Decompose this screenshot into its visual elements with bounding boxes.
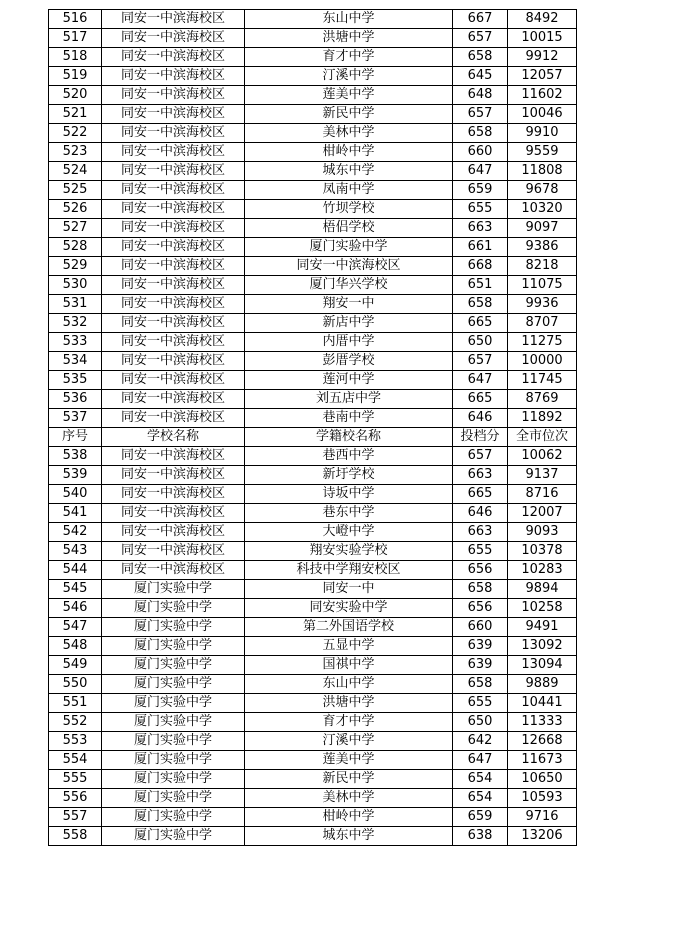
row-number-cell: 547 bbox=[49, 618, 102, 637]
score-cell: 657 bbox=[453, 29, 508, 48]
row-number-cell: 529 bbox=[49, 257, 102, 276]
school-name-cell: 同安一中滨海校区 bbox=[102, 10, 245, 29]
school-name-cell: 厦门实验中学 bbox=[102, 713, 245, 732]
row-number-cell: 530 bbox=[49, 276, 102, 295]
row-number-cell: 540 bbox=[49, 485, 102, 504]
table-row bbox=[49, 371, 577, 390]
score-cell: 665 bbox=[453, 314, 508, 333]
city-rank-cell: 9889 bbox=[508, 675, 577, 694]
table-row bbox=[49, 257, 577, 276]
table-body bbox=[49, 10, 577, 846]
score-cell: 647 bbox=[453, 751, 508, 770]
table-row bbox=[49, 808, 577, 827]
student-school-cell: 汀溪中学 bbox=[245, 67, 453, 86]
row-number-cell: 537 bbox=[49, 409, 102, 428]
table-row bbox=[49, 694, 577, 713]
school-name-cell: 同安一中滨海校区 bbox=[102, 48, 245, 67]
score-cell: 655 bbox=[453, 542, 508, 561]
score-cell: 638 bbox=[453, 827, 508, 846]
student-school-cell: 大嶝中学 bbox=[245, 523, 453, 542]
student-school-cell: 新圩学校 bbox=[245, 466, 453, 485]
student-school-cell: 城东中学 bbox=[245, 827, 453, 846]
school-name-cell: 同安一中滨海校区 bbox=[102, 371, 245, 390]
city-rank-cell: 9097 bbox=[508, 219, 577, 238]
table-row bbox=[49, 238, 577, 257]
city-rank-cell: 10015 bbox=[508, 29, 577, 48]
row-number-cell: 545 bbox=[49, 580, 102, 599]
student-school-cell: 美林中学 bbox=[245, 124, 453, 143]
table-row bbox=[49, 219, 577, 238]
row-number-cell: 555 bbox=[49, 770, 102, 789]
student-school-cell: 诗坂中学 bbox=[245, 485, 453, 504]
score-cell: 650 bbox=[453, 713, 508, 732]
student-school-cell: 育才中学 bbox=[245, 713, 453, 732]
table-row bbox=[49, 789, 577, 808]
school-name-cell: 同安一中滨海校区 bbox=[102, 542, 245, 561]
table-row bbox=[49, 124, 577, 143]
student-school-cell: 国祺中学 bbox=[245, 656, 453, 675]
city-rank-cell: 8218 bbox=[508, 257, 577, 276]
score-cell: 659 bbox=[453, 808, 508, 827]
city-rank-cell: 13092 bbox=[508, 637, 577, 656]
student-school-cell: 翔安一中 bbox=[245, 295, 453, 314]
city-rank-cell: 9093 bbox=[508, 523, 577, 542]
column-header-cell: 学校名称 bbox=[102, 428, 245, 447]
score-cell: 668 bbox=[453, 257, 508, 276]
school-name-cell: 同安一中滨海校区 bbox=[102, 466, 245, 485]
row-number-cell: 549 bbox=[49, 656, 102, 675]
table-row bbox=[49, 504, 577, 523]
student-school-cell: 巷东中学 bbox=[245, 504, 453, 523]
city-rank-cell: 11892 bbox=[508, 409, 577, 428]
score-cell: 660 bbox=[453, 618, 508, 637]
student-school-cell: 厦门华兴学校 bbox=[245, 276, 453, 295]
score-cell: 663 bbox=[453, 466, 508, 485]
student-school-cell: 美林中学 bbox=[245, 789, 453, 808]
city-rank-cell: 10320 bbox=[508, 200, 577, 219]
student-school-cell: 科技中学翔安校区 bbox=[245, 561, 453, 580]
score-cell: 660 bbox=[453, 143, 508, 162]
city-rank-cell: 10000 bbox=[508, 352, 577, 371]
row-number-cell: 518 bbox=[49, 48, 102, 67]
column-header-cell: 序号 bbox=[49, 428, 102, 447]
city-rank-cell: 9137 bbox=[508, 466, 577, 485]
school-name-cell: 同安一中滨海校区 bbox=[102, 67, 245, 86]
city-rank-cell: 9678 bbox=[508, 181, 577, 200]
row-number-cell: 533 bbox=[49, 333, 102, 352]
score-cell: 645 bbox=[453, 67, 508, 86]
score-cell: 655 bbox=[453, 200, 508, 219]
row-number-cell: 553 bbox=[49, 732, 102, 751]
score-cell: 657 bbox=[453, 447, 508, 466]
row-number-cell: 557 bbox=[49, 808, 102, 827]
table-row bbox=[49, 105, 577, 124]
city-rank-cell: 9491 bbox=[508, 618, 577, 637]
table-row bbox=[49, 675, 577, 694]
row-number-cell: 543 bbox=[49, 542, 102, 561]
table-row bbox=[49, 276, 577, 295]
school-name-cell: 同安一中滨海校区 bbox=[102, 447, 245, 466]
score-cell: 656 bbox=[453, 561, 508, 580]
table-row bbox=[49, 409, 577, 428]
school-name-cell: 同安一中滨海校区 bbox=[102, 86, 245, 105]
city-rank-cell: 8492 bbox=[508, 10, 577, 29]
row-number-cell: 528 bbox=[49, 238, 102, 257]
student-school-cell: 同安实验中学 bbox=[245, 599, 453, 618]
table-row bbox=[49, 447, 577, 466]
row-number-cell: 534 bbox=[49, 352, 102, 371]
row-number-cell: 535 bbox=[49, 371, 102, 390]
student-school-cell: 莲河中学 bbox=[245, 371, 453, 390]
school-name-cell: 厦门实验中学 bbox=[102, 751, 245, 770]
city-rank-cell: 8716 bbox=[508, 485, 577, 504]
school-name-cell: 同安一中滨海校区 bbox=[102, 257, 245, 276]
row-number-cell: 519 bbox=[49, 67, 102, 86]
city-rank-cell: 10378 bbox=[508, 542, 577, 561]
table-row bbox=[49, 827, 577, 846]
city-rank-cell: 10650 bbox=[508, 770, 577, 789]
school-name-cell: 厦门实验中学 bbox=[102, 656, 245, 675]
table-row bbox=[49, 599, 577, 618]
table-row bbox=[49, 314, 577, 333]
table-row bbox=[49, 561, 577, 580]
city-rank-cell: 9912 bbox=[508, 48, 577, 67]
city-rank-cell: 10258 bbox=[508, 599, 577, 618]
table-row bbox=[49, 466, 577, 485]
city-rank-cell: 10062 bbox=[508, 447, 577, 466]
city-rank-cell: 12007 bbox=[508, 504, 577, 523]
school-name-cell: 同安一中滨海校区 bbox=[102, 352, 245, 371]
table-row bbox=[49, 10, 577, 29]
city-rank-cell: 10441 bbox=[508, 694, 577, 713]
row-number-cell: 523 bbox=[49, 143, 102, 162]
school-name-cell: 厦门实验中学 bbox=[102, 770, 245, 789]
table-row bbox=[49, 333, 577, 352]
table-row bbox=[49, 637, 577, 656]
student-school-cell: 莲美中学 bbox=[245, 751, 453, 770]
student-school-cell: 柑岭中学 bbox=[245, 143, 453, 162]
table-row bbox=[49, 181, 577, 200]
row-number-cell: 548 bbox=[49, 637, 102, 656]
student-school-cell: 第二外国语学校 bbox=[245, 618, 453, 637]
city-rank-cell: 8707 bbox=[508, 314, 577, 333]
row-number-cell: 527 bbox=[49, 219, 102, 238]
row-number-cell: 541 bbox=[49, 504, 102, 523]
student-school-cell: 刘五店中学 bbox=[245, 390, 453, 409]
table-row bbox=[49, 143, 577, 162]
score-cell: 665 bbox=[453, 390, 508, 409]
student-school-cell: 柑岭中学 bbox=[245, 808, 453, 827]
school-name-cell: 同安一中滨海校区 bbox=[102, 333, 245, 352]
school-name-cell: 同安一中滨海校区 bbox=[102, 200, 245, 219]
score-cell: 646 bbox=[453, 504, 508, 523]
row-number-cell: 552 bbox=[49, 713, 102, 732]
score-cell: 651 bbox=[453, 276, 508, 295]
city-rank-cell: 9716 bbox=[508, 808, 577, 827]
city-rank-cell: 10593 bbox=[508, 789, 577, 808]
student-school-cell: 厦门实验中学 bbox=[245, 238, 453, 257]
table-row bbox=[49, 580, 577, 599]
student-school-cell: 巷西中学 bbox=[245, 447, 453, 466]
city-rank-cell: 9386 bbox=[508, 238, 577, 257]
city-rank-cell: 11745 bbox=[508, 371, 577, 390]
school-name-cell: 厦门实验中学 bbox=[102, 694, 245, 713]
score-cell: 663 bbox=[453, 219, 508, 238]
school-name-cell: 同安一中滨海校区 bbox=[102, 162, 245, 181]
city-rank-cell: 9936 bbox=[508, 295, 577, 314]
student-school-cell: 凤南中学 bbox=[245, 181, 453, 200]
school-name-cell: 同安一中滨海校区 bbox=[102, 314, 245, 333]
student-school-cell: 翔安实验学校 bbox=[245, 542, 453, 561]
student-school-cell: 洪塘中学 bbox=[245, 694, 453, 713]
city-rank-cell: 12057 bbox=[508, 67, 577, 86]
student-school-cell: 彭厝学校 bbox=[245, 352, 453, 371]
school-name-cell: 厦门实验中学 bbox=[102, 675, 245, 694]
school-name-cell: 同安一中滨海校区 bbox=[102, 181, 245, 200]
school-name-cell: 同安一中滨海校区 bbox=[102, 523, 245, 542]
student-school-cell: 新民中学 bbox=[245, 105, 453, 124]
table-row bbox=[49, 713, 577, 732]
score-cell: 648 bbox=[453, 86, 508, 105]
score-cell: 639 bbox=[453, 656, 508, 675]
table-row bbox=[49, 542, 577, 561]
row-number-cell: 521 bbox=[49, 105, 102, 124]
table-row bbox=[49, 86, 577, 105]
score-cell: 661 bbox=[453, 238, 508, 257]
row-number-cell: 531 bbox=[49, 295, 102, 314]
city-rank-cell: 9894 bbox=[508, 580, 577, 599]
column-header-cell: 学籍校名称 bbox=[245, 428, 453, 447]
school-name-cell: 同安一中滨海校区 bbox=[102, 561, 245, 580]
score-cell: 657 bbox=[453, 352, 508, 371]
row-number-cell: 544 bbox=[49, 561, 102, 580]
school-name-cell: 厦门实验中学 bbox=[102, 789, 245, 808]
row-number-cell: 556 bbox=[49, 789, 102, 808]
school-name-cell: 同安一中滨海校区 bbox=[102, 238, 245, 257]
table-row bbox=[49, 656, 577, 675]
score-cell: 642 bbox=[453, 732, 508, 751]
row-number-cell: 542 bbox=[49, 523, 102, 542]
city-rank-cell: 11275 bbox=[508, 333, 577, 352]
score-cell: 656 bbox=[453, 599, 508, 618]
student-school-cell: 新民中学 bbox=[245, 770, 453, 789]
student-school-cell: 城东中学 bbox=[245, 162, 453, 181]
table-row bbox=[49, 485, 577, 504]
row-number-cell: 538 bbox=[49, 447, 102, 466]
score-cell: 655 bbox=[453, 694, 508, 713]
row-number-cell: 526 bbox=[49, 200, 102, 219]
table-row bbox=[49, 390, 577, 409]
row-number-cell: 525 bbox=[49, 181, 102, 200]
school-name-cell: 同安一中滨海校区 bbox=[102, 124, 245, 143]
table-row bbox=[49, 523, 577, 542]
student-school-cell: 新店中学 bbox=[245, 314, 453, 333]
school-name-cell: 同安一中滨海校区 bbox=[102, 143, 245, 162]
student-school-cell: 东山中学 bbox=[245, 10, 453, 29]
student-school-cell: 同安一中滨海校区 bbox=[245, 257, 453, 276]
table-row bbox=[49, 770, 577, 789]
score-cell: 647 bbox=[453, 162, 508, 181]
score-cell: 658 bbox=[453, 580, 508, 599]
student-school-cell: 汀溪中学 bbox=[245, 732, 453, 751]
city-rank-cell: 10046 bbox=[508, 105, 577, 124]
row-number-cell: 516 bbox=[49, 10, 102, 29]
row-number-cell: 551 bbox=[49, 694, 102, 713]
column-header-cell: 投档分 bbox=[453, 428, 508, 447]
city-rank-cell: 11075 bbox=[508, 276, 577, 295]
table-row bbox=[49, 732, 577, 751]
student-school-cell: 育才中学 bbox=[245, 48, 453, 67]
school-name-cell: 同安一中滨海校区 bbox=[102, 219, 245, 238]
row-number-cell: 558 bbox=[49, 827, 102, 846]
admission-table bbox=[48, 9, 577, 846]
score-cell: 658 bbox=[453, 295, 508, 314]
city-rank-cell: 11808 bbox=[508, 162, 577, 181]
city-rank-cell: 9910 bbox=[508, 124, 577, 143]
school-name-cell: 厦门实验中学 bbox=[102, 827, 245, 846]
row-number-cell: 524 bbox=[49, 162, 102, 181]
city-rank-cell: 8769 bbox=[508, 390, 577, 409]
row-number-cell: 539 bbox=[49, 466, 102, 485]
row-number-cell: 517 bbox=[49, 29, 102, 48]
row-number-cell: 522 bbox=[49, 124, 102, 143]
school-name-cell: 同安一中滨海校区 bbox=[102, 276, 245, 295]
score-cell: 665 bbox=[453, 485, 508, 504]
city-rank-cell: 12668 bbox=[508, 732, 577, 751]
admission-table-sheet bbox=[48, 9, 577, 846]
score-cell: 654 bbox=[453, 770, 508, 789]
school-name-cell: 厦门实验中学 bbox=[102, 637, 245, 656]
school-name-cell: 同安一中滨海校区 bbox=[102, 504, 245, 523]
table-row bbox=[49, 751, 577, 770]
student-school-cell: 洪塘中学 bbox=[245, 29, 453, 48]
score-cell: 658 bbox=[453, 124, 508, 143]
student-school-cell: 内厝中学 bbox=[245, 333, 453, 352]
school-name-cell: 同安一中滨海校区 bbox=[102, 29, 245, 48]
row-number-cell: 550 bbox=[49, 675, 102, 694]
school-name-cell: 厦门实验中学 bbox=[102, 580, 245, 599]
student-school-cell: 梧侣学校 bbox=[245, 219, 453, 238]
score-cell: 667 bbox=[453, 10, 508, 29]
city-rank-cell: 10283 bbox=[508, 561, 577, 580]
school-name-cell: 同安一中滨海校区 bbox=[102, 390, 245, 409]
row-number-cell: 532 bbox=[49, 314, 102, 333]
school-name-cell: 厦门实验中学 bbox=[102, 808, 245, 827]
table-row bbox=[49, 200, 577, 219]
city-rank-cell: 13094 bbox=[508, 656, 577, 675]
score-cell: 639 bbox=[453, 637, 508, 656]
score-cell: 654 bbox=[453, 789, 508, 808]
row-number-cell: 520 bbox=[49, 86, 102, 105]
row-number-cell: 554 bbox=[49, 751, 102, 770]
student-school-cell: 五显中学 bbox=[245, 637, 453, 656]
table-row bbox=[49, 352, 577, 371]
student-school-cell: 同安一中 bbox=[245, 580, 453, 599]
score-cell: 659 bbox=[453, 181, 508, 200]
city-rank-cell: 11333 bbox=[508, 713, 577, 732]
city-rank-cell: 11673 bbox=[508, 751, 577, 770]
score-cell: 646 bbox=[453, 409, 508, 428]
school-name-cell: 同安一中滨海校区 bbox=[102, 409, 245, 428]
student-school-cell: 东山中学 bbox=[245, 675, 453, 694]
score-cell: 658 bbox=[453, 48, 508, 67]
student-school-cell: 竹坝学校 bbox=[245, 200, 453, 219]
school-name-cell: 厦门实验中学 bbox=[102, 618, 245, 637]
table-row bbox=[49, 48, 577, 67]
score-cell: 663 bbox=[453, 523, 508, 542]
school-name-cell: 同安一中滨海校区 bbox=[102, 295, 245, 314]
row-number-cell: 536 bbox=[49, 390, 102, 409]
score-cell: 650 bbox=[453, 333, 508, 352]
table-row bbox=[49, 29, 577, 48]
score-cell: 657 bbox=[453, 105, 508, 124]
city-rank-cell: 11602 bbox=[508, 86, 577, 105]
table-row bbox=[49, 295, 577, 314]
city-rank-cell: 13206 bbox=[508, 827, 577, 846]
student-school-cell: 巷南中学 bbox=[245, 409, 453, 428]
school-name-cell: 同安一中滨海校区 bbox=[102, 485, 245, 504]
score-cell: 658 bbox=[453, 675, 508, 694]
table-header-row bbox=[49, 428, 577, 447]
school-name-cell: 同安一中滨海校区 bbox=[102, 105, 245, 124]
school-name-cell: 厦门实验中学 bbox=[102, 599, 245, 618]
table-row bbox=[49, 618, 577, 637]
city-rank-cell: 9559 bbox=[508, 143, 577, 162]
student-school-cell: 莲美中学 bbox=[245, 86, 453, 105]
score-cell: 647 bbox=[453, 371, 508, 390]
table-row bbox=[49, 67, 577, 86]
row-number-cell: 546 bbox=[49, 599, 102, 618]
column-header-cell: 全市位次 bbox=[508, 428, 577, 447]
table-row bbox=[49, 162, 577, 181]
school-name-cell: 厦门实验中学 bbox=[102, 732, 245, 751]
